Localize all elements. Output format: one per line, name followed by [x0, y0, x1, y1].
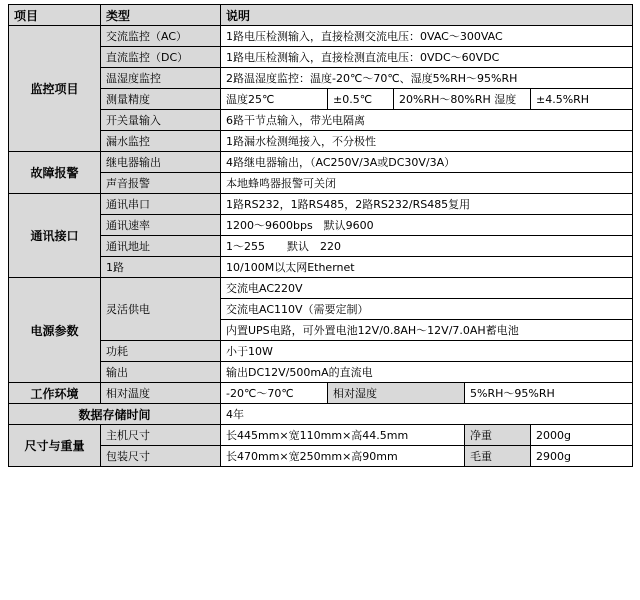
acc-hum-val: ±4.5%RH — [531, 89, 633, 110]
table-row — [9, 236, 633, 257]
desc-rate: 1200～9600bps 默认9600 — [221, 215, 633, 236]
env-hum-val: 5%RH～95%RH — [465, 383, 633, 404]
desc-dc: 1路电压检测输入，直接检测直流电压：0VDC～60VDC — [221, 47, 633, 68]
host-weight-val: 2000g — [531, 425, 633, 446]
table-row — [9, 446, 633, 467]
desc-flex-1: 交流电AC220V — [221, 278, 633, 299]
type-sound: 声音报警 — [101, 173, 221, 194]
type-dc: 直流监控（DC） — [101, 47, 221, 68]
table-row — [9, 194, 633, 215]
storage-value: 4年 — [221, 404, 633, 425]
desc-output: 输出DC12V/500mA的直流电 — [221, 362, 633, 383]
storage-label: 数据存储时间 — [9, 404, 221, 425]
desc-flex-2: 交流电AC110V（需要定制） — [221, 299, 633, 320]
type-output: 输出 — [101, 362, 221, 383]
type-env-temp: 相对温度 — [101, 383, 221, 404]
header-type: 类型 — [101, 5, 221, 26]
table-row — [9, 215, 633, 236]
desc-switch: 6路干节点输入，带光电隔离 — [221, 110, 633, 131]
spec-table — [8, 4, 633, 467]
acc-temp-val: ±0.5℃ — [328, 89, 394, 110]
desc-ac: 1路电压检测输入，直接检测交流电压：0VAC～300VAC — [221, 26, 633, 47]
table-row — [9, 362, 633, 383]
acc-hum-label: 20%RH～80%RH 湿度 — [394, 89, 531, 110]
type-addr: 通讯地址 — [101, 236, 221, 257]
type-consumption: 功耗 — [101, 341, 221, 362]
desc-eth: 10/100M以太网Ethernet — [221, 257, 633, 278]
type-th: 温湿度监控 — [101, 68, 221, 89]
table-row — [9, 131, 633, 152]
desc-th: 2路温湿度监控：温度-20℃～70℃、湿度5%RH～95%RH — [221, 68, 633, 89]
desc-consumption: 小于10W — [221, 341, 633, 362]
type-serial: 通讯串口 — [101, 194, 221, 215]
table-row — [9, 173, 633, 194]
desc-sound: 本地蜂鸣器报警可关闭 — [221, 173, 633, 194]
type-eth: 1路 — [101, 257, 221, 278]
acc-temp-label: 温度25℃ — [221, 89, 328, 110]
desc-addr: 1～255 默认 220 — [221, 236, 633, 257]
type-relay: 继电器输出 — [101, 152, 221, 173]
group-comm: 通讯接口 — [9, 194, 101, 278]
table-row — [9, 152, 633, 173]
table-row — [9, 68, 633, 89]
table-row — [9, 278, 633, 299]
table-row — [9, 89, 633, 110]
group-power: 电源参数 — [9, 278, 101, 383]
desc-serial: 1路RS232，1路RS485，2路RS232/RS485复用 — [221, 194, 633, 215]
header-row — [9, 5, 633, 26]
desc-flex-3: 内置UPS电路，可外置电池12V/0.8AH～12V/7.0AH蓄电池 — [221, 320, 633, 341]
desc-leak: 1路漏水检测绳接入，不分极性 — [221, 131, 633, 152]
type-flex: 灵活供电 — [101, 278, 221, 341]
type-host: 主机尺寸 — [101, 425, 221, 446]
table-row — [9, 47, 633, 68]
header-item: 项目 — [9, 5, 101, 26]
pack-dims: 长470mm×宽250mm×高90mm — [221, 446, 465, 467]
host-dims: 长445mm×宽110mm×高44.5mm — [221, 425, 465, 446]
group-monitor: 监控项目 — [9, 26, 101, 152]
env-hum-label: 相对湿度 — [328, 383, 465, 404]
table-row — [9, 425, 633, 446]
type-leak: 漏水监控 — [101, 131, 221, 152]
table-row — [9, 383, 633, 404]
table-row — [9, 404, 633, 425]
group-size: 尺寸与重量 — [9, 425, 101, 467]
env-temp: -20℃～70℃ — [221, 383, 328, 404]
group-env: 工作环境 — [9, 383, 101, 404]
group-alarm: 故障报警 — [9, 152, 101, 194]
table-row — [9, 110, 633, 131]
table-row — [9, 26, 633, 47]
type-ac: 交流监控（AC） — [101, 26, 221, 47]
type-pack: 包装尺寸 — [101, 446, 221, 467]
pack-weight-label: 毛重 — [465, 446, 531, 467]
header-desc: 说明 — [221, 5, 633, 26]
table-row — [9, 257, 633, 278]
type-switch: 开关量输入 — [101, 110, 221, 131]
type-accuracy: 测量精度 — [101, 89, 221, 110]
pack-weight-val: 2900g — [531, 446, 633, 467]
table-row — [9, 341, 633, 362]
host-weight-label: 净重 — [465, 425, 531, 446]
type-rate: 通讯速率 — [101, 215, 221, 236]
desc-relay: 4路继电器输出，（AC250V/3A或DC30V/3A） — [221, 152, 633, 173]
